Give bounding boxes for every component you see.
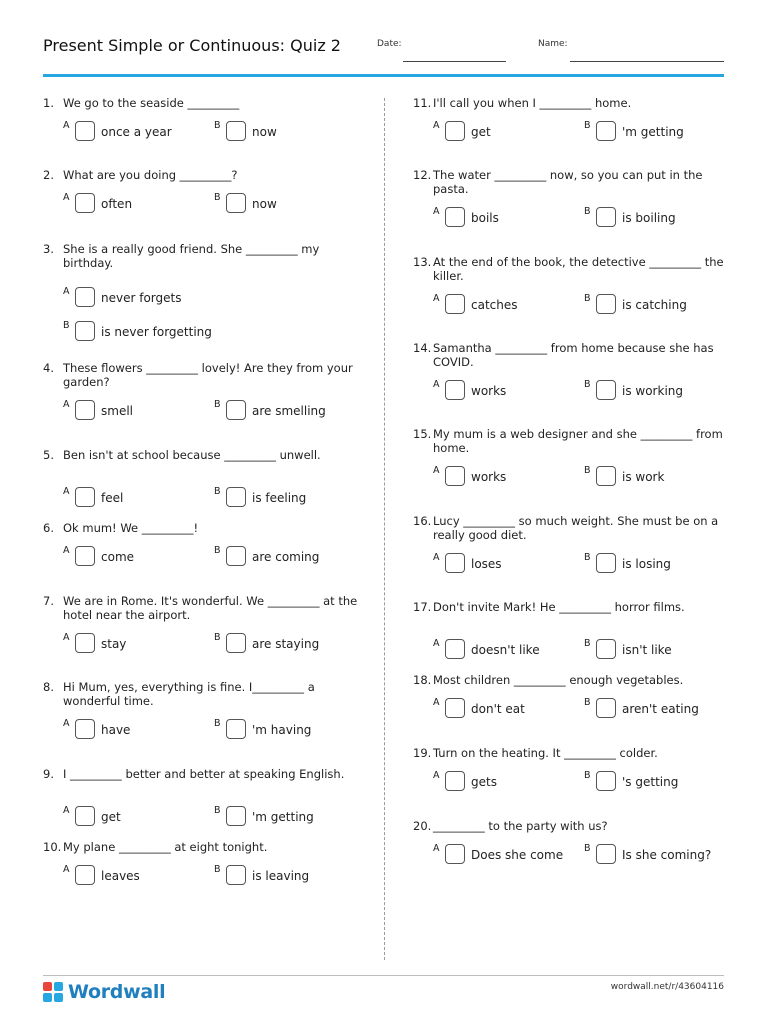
answer-checkbox[interactable] — [226, 865, 246, 885]
answer-checkbox[interactable] — [75, 546, 95, 566]
option-text: is boiling — [622, 211, 676, 225]
option-letter: A — [433, 379, 440, 390]
option-letter: B — [214, 864, 221, 875]
answer-checkbox[interactable] — [226, 546, 246, 566]
answer-checkbox[interactable] — [75, 121, 95, 141]
question-text: Ben isn't at school because _________ unwell. — [63, 448, 321, 462]
answer-checkbox[interactable] — [226, 806, 246, 826]
answer-checkbox[interactable] — [445, 380, 465, 400]
option-b[interactable] — [214, 120, 364, 142]
option-text: 'm getting — [622, 125, 684, 139]
option-text: leaves — [101, 869, 140, 883]
option-letter: B — [214, 545, 221, 556]
name-label: Name: — [538, 39, 568, 49]
answer-checkbox[interactable] — [596, 121, 616, 141]
option-letter: A — [63, 805, 70, 816]
answer-checkbox[interactable] — [445, 639, 465, 659]
question-number: 8. — [43, 680, 54, 694]
option-letter: B — [63, 320, 70, 331]
option-letter: A — [433, 206, 440, 217]
question-number: 17. — [413, 600, 432, 614]
option-letter: B — [214, 399, 221, 410]
answer-checkbox[interactable] — [445, 698, 465, 718]
option-text: 's getting — [622, 775, 679, 789]
answer-checkbox[interactable] — [226, 121, 246, 141]
option-letter: B — [584, 465, 591, 476]
option-b[interactable] — [584, 697, 734, 719]
question-number: 18. — [413, 673, 432, 687]
option-text: catches — [471, 298, 518, 312]
option-letter: B — [584, 843, 591, 854]
option-b[interactable] — [63, 320, 213, 342]
option-letter: B — [584, 638, 591, 649]
option-letter: B — [214, 632, 221, 643]
answer-checkbox[interactable] — [596, 553, 616, 573]
question-text: We are in Rome. It's wonderful. We _________ at the hotel near the airport. — [63, 594, 358, 622]
option-b[interactable] — [584, 379, 734, 401]
question-text: She is a really good friend. She _________ my birthday. — [63, 242, 320, 270]
option-b[interactable] — [214, 399, 364, 421]
answer-checkbox[interactable] — [75, 633, 95, 653]
option-a[interactable] — [433, 293, 583, 315]
option-letter: B — [214, 805, 221, 816]
option-a[interactable] — [433, 120, 583, 142]
question-text: Don't invite Mark! He _________ horror films. — [433, 600, 685, 614]
option-b[interactable] — [584, 843, 734, 865]
option-letter: A — [433, 293, 440, 304]
option-letter: A — [63, 286, 70, 297]
answer-checkbox[interactable] — [75, 193, 95, 213]
question-text: The water _________ now, so you can put in the pasta. — [433, 168, 703, 196]
answer-checkbox[interactable] — [596, 771, 616, 791]
option-b[interactable] — [214, 718, 364, 740]
name-field[interactable] — [570, 61, 724, 62]
question-text: Samantha _________ from home because she has COVID. — [433, 341, 714, 369]
column-divider — [384, 98, 385, 960]
option-letter: B — [584, 120, 591, 131]
question-number: 3. — [43, 242, 54, 256]
question-number: 14. — [413, 341, 432, 355]
option-a[interactable] — [433, 552, 583, 574]
option-text: is catching — [622, 298, 687, 312]
question-text: What are you doing _________? — [63, 168, 238, 182]
option-text: never forgets — [101, 291, 182, 305]
question-text: At the end of the book, the detective _________ the killer. — [433, 255, 724, 283]
option-a[interactable] — [63, 192, 213, 214]
option-text: works — [471, 384, 507, 398]
option-text: are coming — [252, 550, 320, 564]
option-letter: A — [63, 192, 70, 203]
question-number: 15. — [413, 427, 432, 441]
wordwall-logo — [43, 981, 165, 1003]
question-number: 20. — [413, 819, 432, 833]
option-text: are staying — [252, 637, 320, 651]
question-number: 4. — [43, 361, 54, 375]
question-number: 1. — [43, 96, 54, 110]
option-text: is never forgetting — [101, 325, 212, 339]
answer-checkbox[interactable] — [445, 771, 465, 791]
option-b[interactable] — [214, 486, 364, 508]
option-letter: A — [433, 638, 440, 649]
question-text: _________ to the party with us? — [433, 819, 608, 833]
question-number: 13. — [413, 255, 432, 269]
option-b[interactable] — [584, 293, 734, 315]
answer-checkbox[interactable] — [75, 487, 95, 507]
option-text: is leaving — [252, 869, 310, 883]
option-text: now — [252, 197, 277, 211]
option-a[interactable] — [63, 286, 213, 308]
answer-checkbox[interactable] — [596, 380, 616, 400]
option-letter: A — [433, 770, 440, 781]
option-letter: B — [584, 770, 591, 781]
option-b[interactable] — [214, 545, 364, 567]
option-text: come — [101, 550, 135, 564]
answer-checkbox[interactable] — [596, 294, 616, 314]
question-text: My plane _________ at eight tonight. — [63, 840, 268, 854]
option-letter: A — [433, 465, 440, 476]
date-label: Date: — [377, 39, 402, 49]
footer-divider — [43, 975, 724, 976]
option-a[interactable] — [63, 120, 213, 142]
answer-checkbox[interactable] — [445, 844, 465, 864]
option-text: is work — [622, 470, 665, 484]
worksheet-header — [43, 36, 723, 76]
option-text: smell — [101, 404, 133, 418]
option-letter: A — [63, 120, 70, 131]
option-text: now — [252, 125, 277, 139]
option-text: is feeling — [252, 491, 307, 505]
question-text: Turn on the heating. It _________ colder. — [433, 746, 658, 760]
answer-checkbox[interactable] — [226, 633, 246, 653]
answer-checkbox[interactable] — [596, 466, 616, 486]
answer-checkbox[interactable] — [445, 294, 465, 314]
question-number: 10. — [43, 840, 62, 854]
answer-checkbox[interactable] — [75, 865, 95, 885]
option-text: Is she coming? — [622, 848, 712, 862]
option-letter: A — [63, 486, 70, 497]
option-a[interactable] — [63, 864, 213, 886]
answer-checkbox[interactable] — [596, 844, 616, 864]
option-a[interactable] — [433, 638, 583, 660]
option-text: aren't eating — [622, 702, 699, 716]
question-number: 16. — [413, 514, 432, 528]
question-number: 12. — [413, 168, 432, 182]
option-letter: B — [214, 120, 221, 131]
option-a[interactable] — [433, 843, 583, 865]
option-letter: B — [584, 552, 591, 563]
option-b[interactable] — [214, 632, 364, 654]
option-text: doesn't like — [471, 643, 540, 657]
question-text: These flowers _________ lovely! Are they from your garden? — [63, 361, 353, 389]
option-a[interactable] — [63, 545, 213, 567]
answer-checkbox[interactable] — [226, 719, 246, 739]
option-text: loses — [471, 557, 502, 571]
option-text: stay — [101, 637, 127, 651]
option-text: are smelling — [252, 404, 326, 418]
option-text: get — [471, 125, 491, 139]
option-text: Does she come — [471, 848, 564, 862]
option-b[interactable] — [214, 805, 364, 827]
option-letter: B — [584, 206, 591, 217]
question-number: 19. — [413, 746, 432, 760]
option-a[interactable] — [63, 805, 213, 827]
option-a[interactable] — [433, 770, 583, 792]
option-letter: B — [584, 697, 591, 708]
option-text: once a year — [101, 125, 172, 139]
option-text: is working — [622, 384, 683, 398]
option-text: is losing — [622, 557, 671, 571]
option-a[interactable] — [63, 632, 213, 654]
option-b[interactable] — [214, 192, 364, 214]
option-a[interactable] — [433, 206, 583, 228]
option-a[interactable] — [63, 486, 213, 508]
answer-checkbox[interactable] — [75, 287, 95, 307]
question-number: 7. — [43, 594, 54, 608]
question-text: I'll call you when I _________ home. — [433, 96, 632, 110]
option-letter: B — [584, 379, 591, 390]
option-text: don't eat — [471, 702, 525, 716]
option-letter: A — [63, 632, 70, 643]
option-a[interactable] — [63, 399, 213, 421]
question-number: 11. — [413, 96, 432, 110]
answer-checkbox[interactable] — [226, 487, 246, 507]
question-text: I _________ better and better at speaking English. — [63, 767, 345, 781]
option-text: isn't like — [622, 643, 672, 657]
answer-checkbox[interactable] — [445, 121, 465, 141]
option-text: get — [101, 810, 121, 824]
option-letter: B — [214, 718, 221, 729]
question-text: We go to the seaside _________ — [63, 96, 240, 110]
option-letter: A — [63, 545, 70, 556]
option-a[interactable] — [63, 718, 213, 740]
question-number: 5. — [43, 448, 54, 462]
option-text: gets — [471, 775, 497, 789]
option-b[interactable] — [584, 465, 734, 487]
option-text: often — [101, 197, 133, 211]
header-divider — [43, 74, 724, 77]
footer-url[interactable]: wordwall.net/r/43604116 — [610, 982, 724, 992]
option-letter: A — [433, 843, 440, 854]
option-letter: A — [433, 552, 440, 563]
answer-checkbox[interactable] — [75, 400, 95, 420]
option-letter: B — [214, 486, 221, 497]
wordwall-logo-icon — [43, 982, 63, 1002]
option-a[interactable] — [433, 697, 583, 719]
option-text: works — [471, 470, 507, 484]
option-b[interactable] — [584, 770, 734, 792]
option-b[interactable] — [584, 120, 734, 142]
answer-checkbox[interactable] — [596, 639, 616, 659]
question-number: 6. — [43, 521, 54, 535]
answer-checkbox[interactable] — [226, 193, 246, 213]
answer-checkbox[interactable] — [596, 207, 616, 227]
option-b[interactable] — [584, 552, 734, 574]
answer-checkbox[interactable] — [445, 553, 465, 573]
option-b[interactable] — [584, 638, 734, 660]
option-letter: A — [433, 697, 440, 708]
option-letter: A — [63, 718, 70, 729]
question-text: Hi Mum, yes, everything is fine. I_________ a wonderful time. — [63, 680, 315, 708]
option-text: boils — [471, 211, 499, 225]
option-text: 'm having — [252, 723, 312, 737]
wordwall-logo-text: Wordwall — [68, 981, 166, 1003]
option-text: feel — [101, 491, 124, 505]
option-letter: A — [63, 399, 70, 410]
option-text: 'm getting — [252, 810, 314, 824]
option-b[interactable] — [584, 206, 734, 228]
answer-checkbox[interactable] — [75, 719, 95, 739]
option-a[interactable] — [433, 465, 583, 487]
option-a[interactable] — [433, 379, 583, 401]
answer-checkbox[interactable] — [596, 698, 616, 718]
answer-checkbox[interactable] — [226, 400, 246, 420]
option-letter: B — [214, 192, 221, 203]
answer-checkbox[interactable] — [445, 466, 465, 486]
date-field[interactable] — [403, 61, 506, 62]
page-title: Present Simple or Continuous: Quiz 2 — [43, 36, 341, 55]
option-text: have — [101, 723, 131, 737]
question-text: Lucy _________ so much weight. She must be on a really good diet. — [433, 514, 719, 542]
option-letter: B — [584, 293, 591, 304]
option-letter: A — [63, 864, 70, 875]
option-b[interactable] — [214, 864, 364, 886]
question-text: Most children _________ enough vegetables. — [433, 673, 684, 687]
question-text: Ok mum! We _________! — [63, 521, 199, 535]
answer-checkbox[interactable] — [75, 321, 95, 341]
question-text: My mum is a web designer and she _________ from home. — [433, 427, 723, 455]
answer-checkbox[interactable] — [75, 806, 95, 826]
option-letter: A — [433, 120, 440, 131]
question-number: 2. — [43, 168, 54, 182]
question-number: 9. — [43, 767, 54, 781]
answer-checkbox[interactable] — [445, 207, 465, 227]
